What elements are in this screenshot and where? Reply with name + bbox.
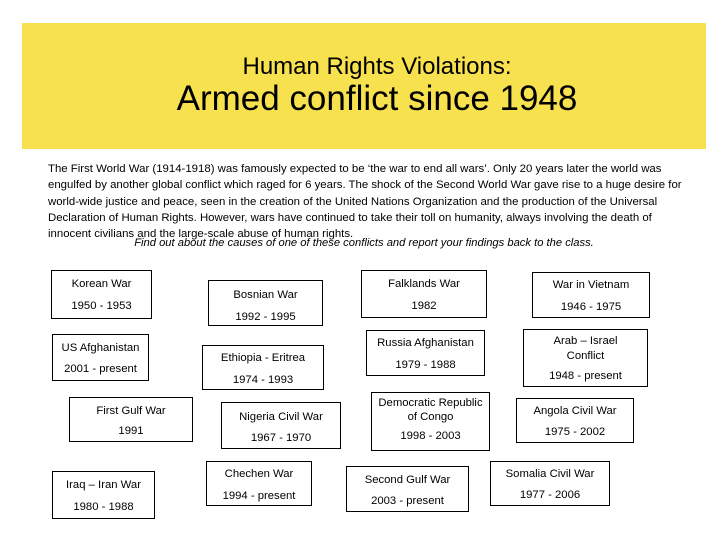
page-title: Armed conflict since 1948	[176, 79, 578, 118]
conflict-name: Falklands War	[388, 278, 460, 290]
intro-paragraph: The First World War (1914-1918) was famously expected to be ‘the war to end all wars’. Only 20 years later the world was engulfed by another global conflict which raged for 6 years. The shock of the Second World War gave rise to a huge desire for world-wide justice and peace, seen in the creation of the United Nations Organization and the production of the Universal Declaration of Human Rights. However, wars have continued to take their toll on humanity, always involving the death of innocent civilians and the large-scale abuse of human rights.	[48, 163, 682, 241]
conflict-years: 1998 - 2003	[400, 430, 461, 442]
conflict-years: 1992 - 1995	[235, 311, 296, 323]
conflict-name: Iraq – Iran War	[66, 479, 141, 491]
conflict-box-russia-afghanistan	[366, 330, 485, 376]
conflict-name: Korean War	[71, 278, 132, 290]
conflict-name: Somalia Civil War	[505, 468, 595, 480]
conflict-years: 2001 - present	[64, 363, 137, 375]
conflict-name: Second Gulf War	[364, 474, 451, 486]
conflict-name: Bosnian War	[233, 289, 298, 301]
conflict-box-chechen-war	[206, 461, 312, 506]
conflict-box-war-in-vietnam	[532, 272, 650, 318]
title-banner	[22, 23, 706, 149]
conflict-name: Chechen War	[224, 468, 294, 480]
conflict-name: Russia Afghanistan	[377, 337, 474, 349]
conflict-years: 1967 - 1970	[250, 432, 312, 444]
conflict-years: 1977 - 2006	[519, 489, 581, 501]
conflict-name: First Gulf War	[96, 405, 166, 417]
conflict-box-bosnian-war	[208, 280, 323, 326]
conflict-years: 1975 - 2002	[544, 426, 606, 438]
conflict-box-democratic-republic-of-congo	[371, 392, 490, 451]
conflict-box-us-afghanistan	[52, 334, 149, 381]
conflict-years: 1994 - present	[222, 490, 296, 502]
conflict-years: 1991	[118, 425, 144, 437]
conflict-box-angola-civil-war	[516, 398, 634, 443]
conflict-name: Nigeria Civil War	[239, 411, 323, 423]
conflict-years: 1980 - 1988	[73, 501, 134, 513]
conflict-box-arab-israel-conflict	[523, 329, 648, 387]
conflict-name: US Afghanistan	[61, 342, 140, 354]
conflict-box-ethiopia-eritrea	[202, 345, 324, 390]
conflict-years: 2003 - present	[371, 495, 444, 507]
conflict-name: Democratic Republic of Congo	[378, 397, 483, 423]
conflict-name: Ethiopia - Eritrea	[220, 352, 306, 364]
conflict-years: 1974 - 1993	[232, 374, 294, 386]
conflict-years: 1979 - 1988	[395, 359, 456, 371]
conflict-name: Arab – Israel Conflict	[553, 335, 618, 362]
conflict-name: Angola Civil War	[533, 405, 617, 417]
conflict-box-iraq-iran-war	[52, 471, 155, 519]
instruction-text: Find out about the causes of one of these conflicts and report your findings back to the class.	[134, 237, 594, 249]
conflict-name: War in Vietnam	[552, 279, 630, 291]
conflict-box-somalia-civil-war	[490, 461, 610, 506]
conflict-years: 1950 - 1953	[71, 300, 132, 312]
conflict-box-nigeria-civil-war	[221, 402, 341, 449]
conflict-box-korean-war	[51, 270, 152, 319]
conflict-box-falklands-war	[361, 270, 487, 318]
conflict-years: 1982	[411, 300, 437, 312]
conflict-box-second-gulf-war	[346, 466, 469, 512]
page-subtitle: Human Rights Violations:	[242, 53, 512, 80]
conflict-box-first-gulf-war	[69, 397, 193, 442]
conflict-years: 1948 - present	[549, 370, 622, 382]
conflict-years: 1946 - 1975	[560, 301, 622, 313]
